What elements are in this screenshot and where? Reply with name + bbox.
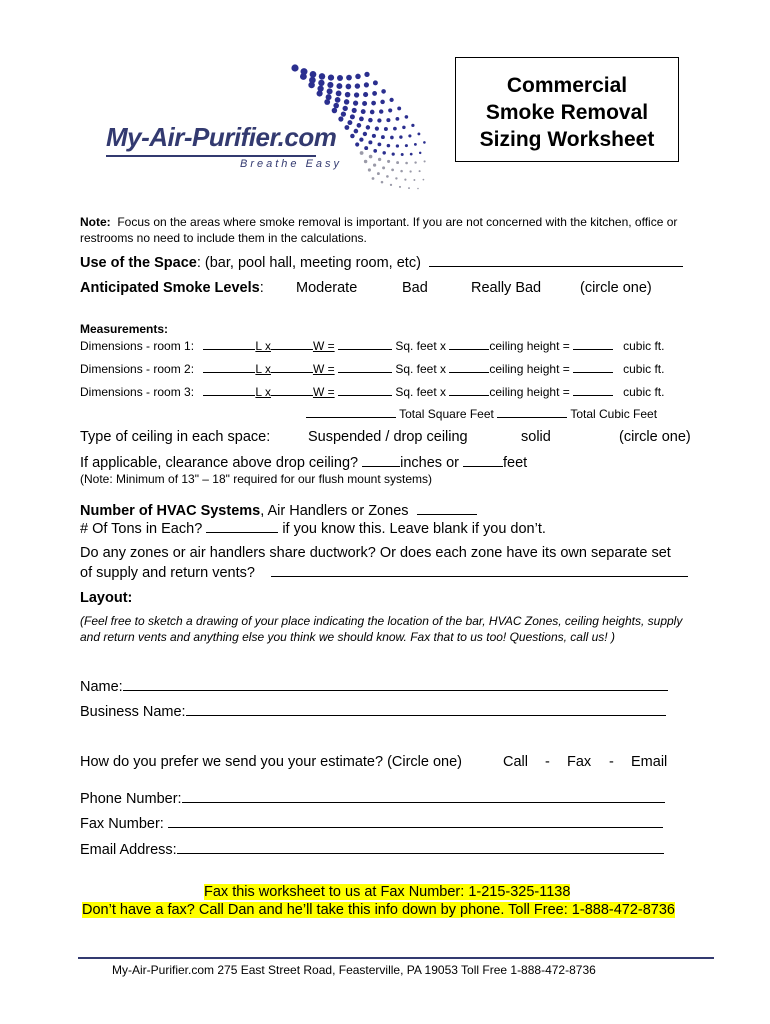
logo-dot xyxy=(355,83,360,88)
smoke-option-really-bad[interactable]: Really Bad xyxy=(471,280,542,296)
note-label: Note: xyxy=(80,215,111,229)
title-box xyxy=(455,57,679,162)
estimate-dash-2: - xyxy=(609,754,614,770)
logo-dot xyxy=(381,89,386,94)
logo-dot xyxy=(352,108,357,113)
logo-dot xyxy=(317,85,323,91)
logo-dot xyxy=(373,163,376,166)
estimate-option-email[interactable]: Email xyxy=(631,754,668,770)
logo-dot xyxy=(399,186,401,188)
logo-dot xyxy=(387,160,390,163)
ceiling-label: ceiling height = xyxy=(489,385,570,399)
ceiling-type-question: Type of ceiling in each space: xyxy=(80,429,271,445)
logo-dot xyxy=(354,129,359,134)
logo-dot xyxy=(417,132,420,135)
ductwork-line-2: of supply and return vents? xyxy=(80,565,255,581)
logo-dot xyxy=(372,134,376,138)
logo-dot xyxy=(364,146,368,150)
ceiling-circle-one: (circle one) xyxy=(619,429,691,445)
smoke-option-moderate[interactable]: Moderate xyxy=(296,280,358,296)
logo-dot xyxy=(372,177,375,180)
logo-dot xyxy=(393,127,397,131)
total-cubic-label: Total Cubic Feet xyxy=(570,407,658,421)
phone-label: Phone Number: xyxy=(80,791,182,807)
clearance-question: If applicable, clearance above drop ceiling? xyxy=(80,455,359,471)
logo-dot xyxy=(336,91,342,97)
room-1-cubic-field[interactable] xyxy=(573,337,613,350)
logo-dot xyxy=(390,136,394,140)
logo-dot xyxy=(336,83,342,89)
logo-dot xyxy=(405,115,409,119)
logo-dot xyxy=(382,151,385,154)
w-label: W = xyxy=(312,339,335,353)
room-3-cubic-field[interactable] xyxy=(573,383,613,396)
logo-dot xyxy=(395,177,397,179)
footer-rule xyxy=(78,957,714,959)
room-3-ceiling-field[interactable] xyxy=(449,383,489,396)
logo-dot xyxy=(402,126,405,129)
logo-dot xyxy=(419,170,421,172)
logo-dot xyxy=(399,135,402,138)
logo-dot xyxy=(301,68,308,75)
smoke-option-bad[interactable]: Bad xyxy=(402,280,428,296)
logo-dot xyxy=(332,108,338,114)
name-field[interactable] xyxy=(123,678,668,691)
sqft-label: Sq. feet x xyxy=(395,339,447,353)
total-cubic-field[interactable] xyxy=(497,405,567,418)
logo-dot xyxy=(392,153,395,156)
title-line-3: Sizing Worksheet xyxy=(479,128,655,151)
use-of-space-row xyxy=(80,254,683,271)
estimate-dash-1: - xyxy=(545,754,550,770)
logo-dot xyxy=(360,151,364,155)
logo-dot xyxy=(291,64,298,71)
logo-dot xyxy=(328,74,334,80)
logo-dot xyxy=(404,179,406,181)
logo-dot xyxy=(378,143,382,147)
note-text-1: Focus on the areas where smoke removal is important. If you are not concerned with the kitchen, office or xyxy=(117,215,678,229)
business-label: Business Name: xyxy=(80,704,186,720)
logo-dot xyxy=(368,140,372,144)
room-2-length-field[interactable] xyxy=(203,360,255,373)
logo-dot xyxy=(319,73,325,79)
logo-dot xyxy=(390,184,392,186)
logo-dot xyxy=(359,137,363,141)
ductwork-row xyxy=(80,564,688,581)
tons-field[interactable] xyxy=(206,520,278,533)
room-1-row xyxy=(80,337,664,353)
smoke-levels-label-wrap xyxy=(80,280,264,296)
logo-dot xyxy=(345,92,351,98)
email-address-label: Email Address: xyxy=(80,842,177,858)
phone-instruction: Don’t have a fax? Call Dan and he’ll take this info down by phone. Toll Free: 1-888-472-8736 xyxy=(82,902,675,918)
logo-dot xyxy=(400,170,403,173)
room-1-ceiling-field[interactable] xyxy=(449,337,489,350)
email-address-field[interactable] xyxy=(177,841,664,854)
note-line-1 xyxy=(80,215,677,229)
room-1-sqft-field[interactable] xyxy=(338,337,392,350)
hvac-label-rest: , Air Handlers or Zones xyxy=(260,503,409,519)
ceiling-label: ceiling height = xyxy=(489,339,570,353)
hvac-count-field[interactable] xyxy=(417,502,477,515)
phone-field[interactable] xyxy=(182,790,665,803)
logo-dot xyxy=(353,100,358,105)
footer-address: My-Air-Purifier.com 275 East Street Road, Feasterville, PA 19053 Toll Free 1-888-472-8736 xyxy=(112,963,596,977)
logo-dot xyxy=(363,132,367,136)
logo-dot xyxy=(347,120,352,125)
layout-heading: Layout: xyxy=(80,590,133,606)
ductwork-line-1: Do any zones or air handlers share ductwork? Or does each zone have its own separate set xyxy=(80,545,671,561)
logo-dot xyxy=(369,155,373,159)
room-2-width-field[interactable] xyxy=(271,360,313,373)
logo-dot xyxy=(405,144,408,147)
fax-number-label: Fax Number: xyxy=(80,816,164,832)
logo-dot xyxy=(410,153,413,156)
name-label: Name: xyxy=(80,679,123,695)
smoke-levels-label: Anticipated Smoke Levels xyxy=(80,280,260,296)
room-2-label: Dimensions - room 2: xyxy=(80,362,195,376)
logo-dot xyxy=(310,71,317,78)
ceiling-option-solid[interactable]: solid xyxy=(521,429,551,445)
logo-dot xyxy=(409,170,411,172)
layout-text-2: and return vents and anything else you think we should know. Fax that to us too! Questions, call us! ) xyxy=(80,630,615,644)
use-of-space-label: Use of the Space xyxy=(80,255,197,271)
logo-dot xyxy=(366,125,370,129)
room-3-row xyxy=(80,383,664,399)
logo-dot xyxy=(344,125,349,130)
logo-tagline: Breathe Easy xyxy=(240,158,343,170)
room-3-width-field[interactable] xyxy=(271,383,313,396)
logo-dot xyxy=(401,153,404,156)
clearance-row xyxy=(80,454,527,471)
logo-dot xyxy=(354,92,359,97)
logo-dot xyxy=(381,181,384,184)
name-row xyxy=(80,678,668,695)
logo-dot xyxy=(372,91,377,96)
w-label: W = xyxy=(312,362,335,376)
room-3-label: Dimensions - room 3: xyxy=(80,385,195,399)
logo-dot xyxy=(423,141,426,144)
logo-dot xyxy=(335,97,341,103)
logo-dot xyxy=(318,80,324,86)
logo-dot xyxy=(333,103,339,109)
tons-hint: if you know this. Leave blank if you don’t. xyxy=(282,521,546,537)
logo-dot xyxy=(364,82,369,87)
logo-dot xyxy=(423,179,425,181)
logo-dot xyxy=(364,72,369,77)
logo-dot xyxy=(371,101,376,106)
clearance-inches-field[interactable] xyxy=(362,454,400,467)
logo-dot xyxy=(408,187,410,189)
logo-dot xyxy=(377,172,380,175)
title-line-1: Commercial xyxy=(506,74,628,97)
total-sqft-field[interactable] xyxy=(306,405,396,418)
note-text-2: restrooms no need to include them in the calculations. xyxy=(80,231,367,245)
logo-dot xyxy=(363,92,368,97)
logo-dot xyxy=(370,110,375,115)
cubic-label: cubic ft. xyxy=(623,362,665,376)
logo-dot xyxy=(373,149,377,153)
logo-dot xyxy=(362,101,367,106)
use-of-space-field[interactable] xyxy=(429,254,683,267)
logo-dot xyxy=(414,143,417,146)
l-label: L x xyxy=(255,339,271,353)
logo-dot xyxy=(309,77,316,84)
logo-dot xyxy=(388,108,392,112)
logo-dot xyxy=(380,100,385,105)
logo-dot xyxy=(408,134,411,137)
logo-dot xyxy=(405,162,408,165)
logo-dot xyxy=(414,161,416,163)
business-field[interactable] xyxy=(186,703,666,716)
cubic-label: cubic ft. xyxy=(623,339,665,353)
logo-dot xyxy=(377,118,381,122)
logo-dot xyxy=(368,118,373,123)
logo-dot xyxy=(327,88,333,94)
logo-dot xyxy=(424,160,426,162)
logo-dot xyxy=(338,116,343,121)
fax-number-row xyxy=(80,815,663,832)
w-label: W = xyxy=(312,385,335,399)
smoke-circle-one: (circle one) xyxy=(580,280,652,296)
logo-dot xyxy=(391,169,394,172)
logo-brand-text: My-Air-Purifier.com xyxy=(106,122,337,152)
title-line-2: Smoke Removal xyxy=(485,101,649,124)
email-row xyxy=(80,841,664,858)
logo-dot xyxy=(386,118,390,122)
room-2-cubic-field[interactable] xyxy=(573,360,613,373)
logo-dot xyxy=(378,158,381,161)
logo-dot xyxy=(384,127,388,131)
logo-dot xyxy=(389,98,393,102)
business-row xyxy=(80,703,666,720)
logo-dot xyxy=(361,109,366,114)
logo-dot xyxy=(327,82,333,88)
room-2-ceiling-field[interactable] xyxy=(449,360,489,373)
logo-dot xyxy=(379,109,383,113)
smoke-levels-colon: : xyxy=(259,280,264,296)
cubic-label: cubic ft. xyxy=(623,385,665,399)
logo-dot xyxy=(382,166,385,169)
estimate-option-call[interactable]: Call xyxy=(503,754,528,770)
logo-dot xyxy=(375,127,379,131)
logo-dot xyxy=(350,134,355,139)
logo-dot xyxy=(397,106,401,110)
logo-dot xyxy=(396,144,399,147)
ceiling-label: ceiling height = xyxy=(489,362,570,376)
logo-dot xyxy=(346,75,352,81)
logo-dot xyxy=(357,123,362,128)
hvac-label-bold: Number of HVAC Systems xyxy=(80,503,261,519)
logo-dot xyxy=(368,168,371,171)
clearance-inches-label: inches or xyxy=(400,455,459,471)
logo-dot xyxy=(343,106,348,111)
logo-dot xyxy=(359,117,364,122)
logo-rule xyxy=(106,155,316,157)
ceiling-option-suspended[interactable]: Suspended / drop ceiling xyxy=(308,429,468,445)
room-2-sqft-field[interactable] xyxy=(338,360,392,373)
use-of-space-hint: : (bar, pool hall, meeting room, etc) xyxy=(196,255,421,271)
logo-dot xyxy=(373,80,378,85)
fax-instruction: Fax this worksheet to us at Fax Number: 1-215-325-1138 xyxy=(204,884,571,900)
measurements-heading: Measurements: xyxy=(80,322,169,336)
clearance-feet-label: feet xyxy=(503,455,528,471)
logo-dot xyxy=(417,188,419,190)
room-1-length-field[interactable] xyxy=(203,337,255,350)
logo-dot xyxy=(386,175,389,178)
company-logo xyxy=(100,60,430,200)
estimate-question: How do you prefer we send you your estimate? (Circle one) xyxy=(80,754,463,770)
logo-dot xyxy=(346,84,352,90)
logo-dot xyxy=(413,179,415,181)
logo-dot xyxy=(341,111,346,116)
hvac-row xyxy=(80,502,477,519)
sqft-label: Sq. feet x xyxy=(395,385,447,399)
sqft-label: Sq. feet x xyxy=(395,362,447,376)
tons-row xyxy=(80,520,546,537)
tons-question: # Of Tons in Each? xyxy=(80,521,203,537)
l-label: L x xyxy=(255,385,271,399)
l-label: L x xyxy=(255,362,271,376)
logo-dot xyxy=(326,94,332,100)
totals-row xyxy=(306,405,657,421)
room-3-sqft-field[interactable] xyxy=(338,383,392,396)
room-1-width-field[interactable] xyxy=(271,337,313,350)
total-sqft-label: Total Square Feet xyxy=(399,407,494,421)
layout-text-1: (Feel free to sketch a drawing of your place indicating the location of the bar, HVAC Zones, ceiling heights, supply xyxy=(80,614,683,628)
logo-dot xyxy=(411,124,414,127)
room-3-length-field[interactable] xyxy=(203,383,255,396)
phone-row xyxy=(80,790,665,807)
logo-dot xyxy=(344,99,349,104)
logo-dot xyxy=(395,117,399,121)
logo-dot xyxy=(355,142,359,146)
logo-dot xyxy=(337,75,343,81)
logo-dot xyxy=(396,161,399,164)
logo-dot xyxy=(387,144,391,148)
estimate-option-fax[interactable]: Fax xyxy=(567,754,592,770)
clearance-feet-field[interactable] xyxy=(463,454,503,467)
clearance-note: (Note: Minimum of 13" – 18" required for our flush mount systems) xyxy=(80,472,432,486)
logo-dot xyxy=(355,74,361,80)
logo-dot xyxy=(350,114,355,119)
room-2-row xyxy=(80,360,664,376)
room-1-label: Dimensions - room 1: xyxy=(80,339,195,353)
ductwork-field[interactable] xyxy=(271,564,688,577)
logo-dot xyxy=(364,160,367,163)
logo-dot xyxy=(419,152,421,154)
fax-number-field[interactable] xyxy=(168,815,663,828)
logo-dot xyxy=(381,135,385,139)
